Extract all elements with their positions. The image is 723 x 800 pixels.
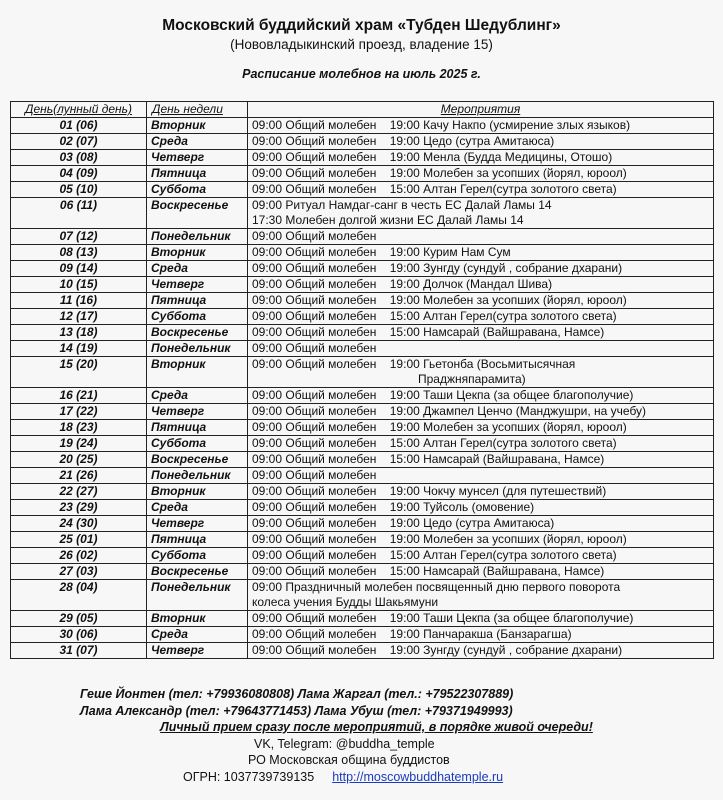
event-line: 09:00 Общий молебен 15:00 Намсарай (Вайшравана, Намсе) [252, 564, 605, 578]
cell-events [248, 627, 714, 643]
cell-events [248, 404, 714, 420]
cell-weekday: Понедельник [147, 468, 248, 484]
cell-day: 10 (15) [11, 277, 147, 293]
table-row [11, 261, 714, 277]
table-row [11, 166, 714, 182]
cell-day: 27 (03) [11, 564, 147, 580]
cell-events [248, 325, 714, 341]
ogrn-line [0, 769, 723, 786]
event-line: 09:00 Общий молебен 15:00 Намсарай (Вайшравана, Намсе) [252, 325, 605, 339]
table-row [11, 452, 714, 468]
table-row [11, 118, 714, 134]
event-line: 09:00 Общий молебен 19:00 Панчаракша (Банзарагша) [252, 627, 572, 641]
table-row [11, 436, 714, 452]
event-line: 09:00 Общий молебен 19:00 Джампел Ценчо (Манджушри, на учебу) [252, 404, 647, 418]
cell-day: 18 (23) [11, 420, 147, 436]
event-line: 09:00 Общий молебен 15:00 Алтан Герел(сутра золотого света) [252, 309, 617, 323]
table-row [11, 134, 714, 150]
event-line: 09:00 Общий молебен 19:00 Молебен за усопших (йорял, юроол) [252, 166, 627, 180]
cell-weekday: Вторник [147, 245, 248, 261]
cell-events [248, 436, 714, 452]
table-row [11, 643, 714, 659]
event-line: 09:00 Общий молебен [252, 229, 377, 243]
event-line: 09:00 Общий молебен 15:00 Намсарай (Вайшравана, Намсе) [252, 452, 605, 466]
cell-weekday: Четверг [147, 150, 248, 166]
cell-events [248, 229, 714, 245]
cell-weekday: Воскресенье [147, 564, 248, 580]
column-header-weekday: День недели [147, 102, 248, 118]
cell-weekday: Среда [147, 388, 248, 404]
table-row [11, 532, 714, 548]
footer [0, 686, 723, 785]
cell-day: 23 (29) [11, 500, 147, 516]
contacts-line-2: Лама Александр (тел: +79643771453) Лама Убуш (тел: +79371949993) [80, 703, 513, 718]
cell-day: 08 (13) [11, 245, 147, 261]
event-line: 09:00 Общий молебен 19:00 Туйсоль (омовение) [252, 500, 535, 514]
table-row [11, 325, 714, 341]
cell-day: 22 (27) [11, 484, 147, 500]
table-row [11, 309, 714, 325]
cell-events [248, 198, 714, 229]
table-row [11, 516, 714, 532]
cell-day: 19 (24) [11, 436, 147, 452]
event-line: 09:00 Общий молебен 19:00 Менла (Будда Медицины, Отошо) [252, 150, 613, 164]
cell-weekday: Воскресенье [147, 325, 248, 341]
column-header-day: День(лунный день) [11, 102, 147, 118]
cell-weekday: Суббота [147, 548, 248, 564]
event-line: 09:00 Общий молебен 19:00 Таши Цекпа (за общее благополучие) [252, 611, 634, 625]
schedule-body [11, 118, 714, 659]
cell-weekday: Пятница [147, 532, 248, 548]
cell-day: 12 (17) [11, 309, 147, 325]
cell-events [248, 516, 714, 532]
table-row [11, 420, 714, 436]
cell-day: 14 (19) [11, 341, 147, 357]
event-line: 09:00 Общий молебен 19:00 Таши Цекпа (за общее благополучие) [252, 388, 634, 402]
event-line: 09:00 Общий молебен [252, 468, 377, 482]
table-row [11, 611, 714, 627]
cell-events [248, 277, 714, 293]
table-row [11, 404, 714, 420]
cell-weekday: Вторник [147, 611, 248, 627]
cell-events [248, 118, 714, 134]
cell-events [248, 182, 714, 198]
table-row [11, 150, 714, 166]
table-row [11, 198, 714, 229]
table-row [11, 548, 714, 564]
ogrn-number: ОГРН: 1037739739135 [183, 769, 315, 784]
cell-events [248, 468, 714, 484]
cell-weekday: Четверг [147, 643, 248, 659]
table-row [11, 500, 714, 516]
cell-events [248, 500, 714, 516]
contacts-line-1: Геше Йонтен (тел: +79936080808) Лама Жаргал (тел.: +79522307889) [80, 687, 514, 701]
cell-day: 09 (14) [11, 261, 147, 277]
cell-weekday: Вторник [147, 118, 248, 134]
cell-events [248, 341, 714, 357]
cell-events [248, 564, 714, 580]
event-line: 09:00 Праздничный молебен посвященный дню первого поворота [252, 580, 621, 594]
table-row [11, 182, 714, 198]
event-line: 09:00 Общий молебен 19:00 Зунгду (сундуй , собрание дхарани) [252, 261, 623, 275]
cell-events [248, 261, 714, 277]
table-row [11, 468, 714, 484]
cell-weekday: Вторник [147, 357, 248, 388]
cell-events [248, 484, 714, 500]
cell-weekday: Пятница [147, 420, 248, 436]
page-title: Московский буддийский храм «Тубден Шедублинг» [162, 17, 561, 34]
cell-events [248, 293, 714, 309]
cell-weekday: Пятница [147, 166, 248, 182]
cell-events [248, 643, 714, 659]
cell-day: 24 (30) [11, 516, 147, 532]
cell-weekday: Пятница [147, 293, 248, 309]
cell-events [248, 548, 714, 564]
table-row [11, 627, 714, 643]
cell-day: 07 (12) [11, 229, 147, 245]
event-line: 09:00 Общий молебен 19:00 Чокчу мунсел (для путешествий) [252, 484, 607, 498]
cell-events [248, 150, 714, 166]
schedule-subtitle: Расписание молебнов на июль 2025 г. [242, 67, 481, 81]
cell-weekday: Воскресенье [147, 452, 248, 468]
table-row [11, 245, 714, 261]
event-line: 09:00 Общий молебен 19:00 Курим Нам Сум [252, 245, 511, 259]
event-line: 09:00 Общий молебен 19:00 Молебен за усопших (йорял, юроол) [252, 420, 627, 434]
cell-events [248, 452, 714, 468]
event-line: 09:00 Общий молебен 19:00 Цедо (сутра Амитаюса) [252, 134, 555, 148]
table-row [11, 277, 714, 293]
event-line: 17:30 Молебен долгой жизни ЕС Далай Ламы 14 [252, 213, 524, 227]
cell-day: 15 (20) [11, 357, 147, 388]
schedule-table [10, 101, 714, 659]
event-line: 09:00 Общий молебен 19:00 Качу Накпо (усмирение злых языков) [252, 118, 631, 132]
table-row [11, 484, 714, 500]
event-line: 09:00 Общий молебен [252, 341, 377, 355]
cell-events [248, 580, 714, 611]
cell-day: 11 (16) [11, 293, 147, 309]
cell-weekday: Среда [147, 627, 248, 643]
event-line: 09:00 Общий молебен 19:00 Зунгду (сундуй , собрание дхарани) [252, 643, 623, 657]
event-line: 09:00 Общий молебен 15:00 Алтан Герел(сутра золотого света) [252, 436, 617, 450]
cell-weekday: Четверг [147, 404, 248, 420]
cell-events [248, 134, 714, 150]
table-row [11, 564, 714, 580]
table-row [11, 580, 714, 611]
cell-events [248, 611, 714, 627]
table-row [11, 388, 714, 404]
cell-events [248, 309, 714, 325]
reception-notice: Личный прием сразу после мероприятий, в порядке живой очереди! [160, 720, 593, 734]
cell-weekday: Воскресенье [147, 198, 248, 229]
website-link[interactable]: http://moscowbuddhatemple.ru [332, 769, 504, 784]
event-line: 09:00 Общий молебен 19:00 Гьетонба (Восьмитысячная [252, 357, 576, 371]
cell-day: 04 (09) [11, 166, 147, 182]
cell-events [248, 420, 714, 436]
event-line: 09:00 Общий молебен 19:00 Цедо (сутра Амитаюса) [252, 516, 555, 530]
cell-weekday: Понедельник [147, 229, 248, 245]
table-row [11, 357, 714, 388]
cell-day: 30 (06) [11, 627, 147, 643]
table-header-row [11, 102, 714, 118]
event-line: 09:00 Общий молебен 19:00 Молебен за усопших (йорял, юроол) [252, 293, 627, 307]
event-line: 09:00 Общий молебен 19:00 Долчок (Мандал Шива) [252, 277, 553, 291]
cell-weekday: Среда [147, 134, 248, 150]
cell-events [248, 166, 714, 182]
cell-weekday: Понедельник [147, 341, 248, 357]
cell-day: 21 (26) [11, 468, 147, 484]
cell-weekday: Среда [147, 261, 248, 277]
cell-day: 25 (01) [11, 532, 147, 548]
cell-day: 31 (07) [11, 643, 147, 659]
event-line: Праджняпарамита) [418, 372, 526, 386]
cell-events [248, 245, 714, 261]
event-line: 09:00 Общий молебен 15:00 Алтан Герел(сутра золотого света) [252, 182, 617, 196]
organization-name: РО Московская община буддистов [248, 753, 450, 767]
cell-events [248, 388, 714, 404]
cell-events [248, 532, 714, 548]
table-row [11, 341, 714, 357]
table-row [11, 229, 714, 245]
event-line: колеса учения Будды Шакьямуни [252, 595, 439, 609]
cell-weekday: Суббота [147, 309, 248, 325]
cell-weekday: Понедельник [147, 580, 248, 611]
social-handle: VK, Telegram: @buddha_temple [254, 736, 435, 751]
event-line: 09:00 Ритуал Намдаг-санг в честь ЕС Далай Ламы 14 [252, 198, 552, 212]
cell-weekday: Вторник [147, 484, 248, 500]
cell-day: 26 (02) [11, 548, 147, 564]
cell-day: 20 (25) [11, 452, 147, 468]
cell-day: 03 (08) [11, 150, 147, 166]
cell-day: 02 (07) [11, 134, 147, 150]
cell-day: 01 (06) [11, 118, 147, 134]
cell-day: 06 (11) [11, 198, 147, 229]
cell-day: 13 (18) [11, 325, 147, 341]
cell-day: 28 (04) [11, 580, 147, 611]
event-line: 09:00 Общий молебен 15:00 Алтан Герел(сутра золотого света) [252, 548, 617, 562]
column-header-events: Мероприятия [248, 102, 714, 118]
cell-weekday: Суббота [147, 436, 248, 452]
cell-weekday: Суббота [147, 182, 248, 198]
temple-address: (Нововладыкинский проезд, владение 15) [230, 37, 493, 52]
cell-day: 16 (21) [11, 388, 147, 404]
table-row [11, 293, 714, 309]
cell-weekday: Среда [147, 500, 248, 516]
event-line: 09:00 Общий молебен 19:00 Молебен за усопших (йорял, юроол) [252, 532, 627, 546]
cell-day: 17 (22) [11, 404, 147, 420]
cell-weekday: Четверг [147, 516, 248, 532]
cell-events [248, 357, 714, 388]
cell-day: 29 (05) [11, 611, 147, 627]
cell-weekday: Четверг [147, 277, 248, 293]
cell-day: 05 (10) [11, 182, 147, 198]
